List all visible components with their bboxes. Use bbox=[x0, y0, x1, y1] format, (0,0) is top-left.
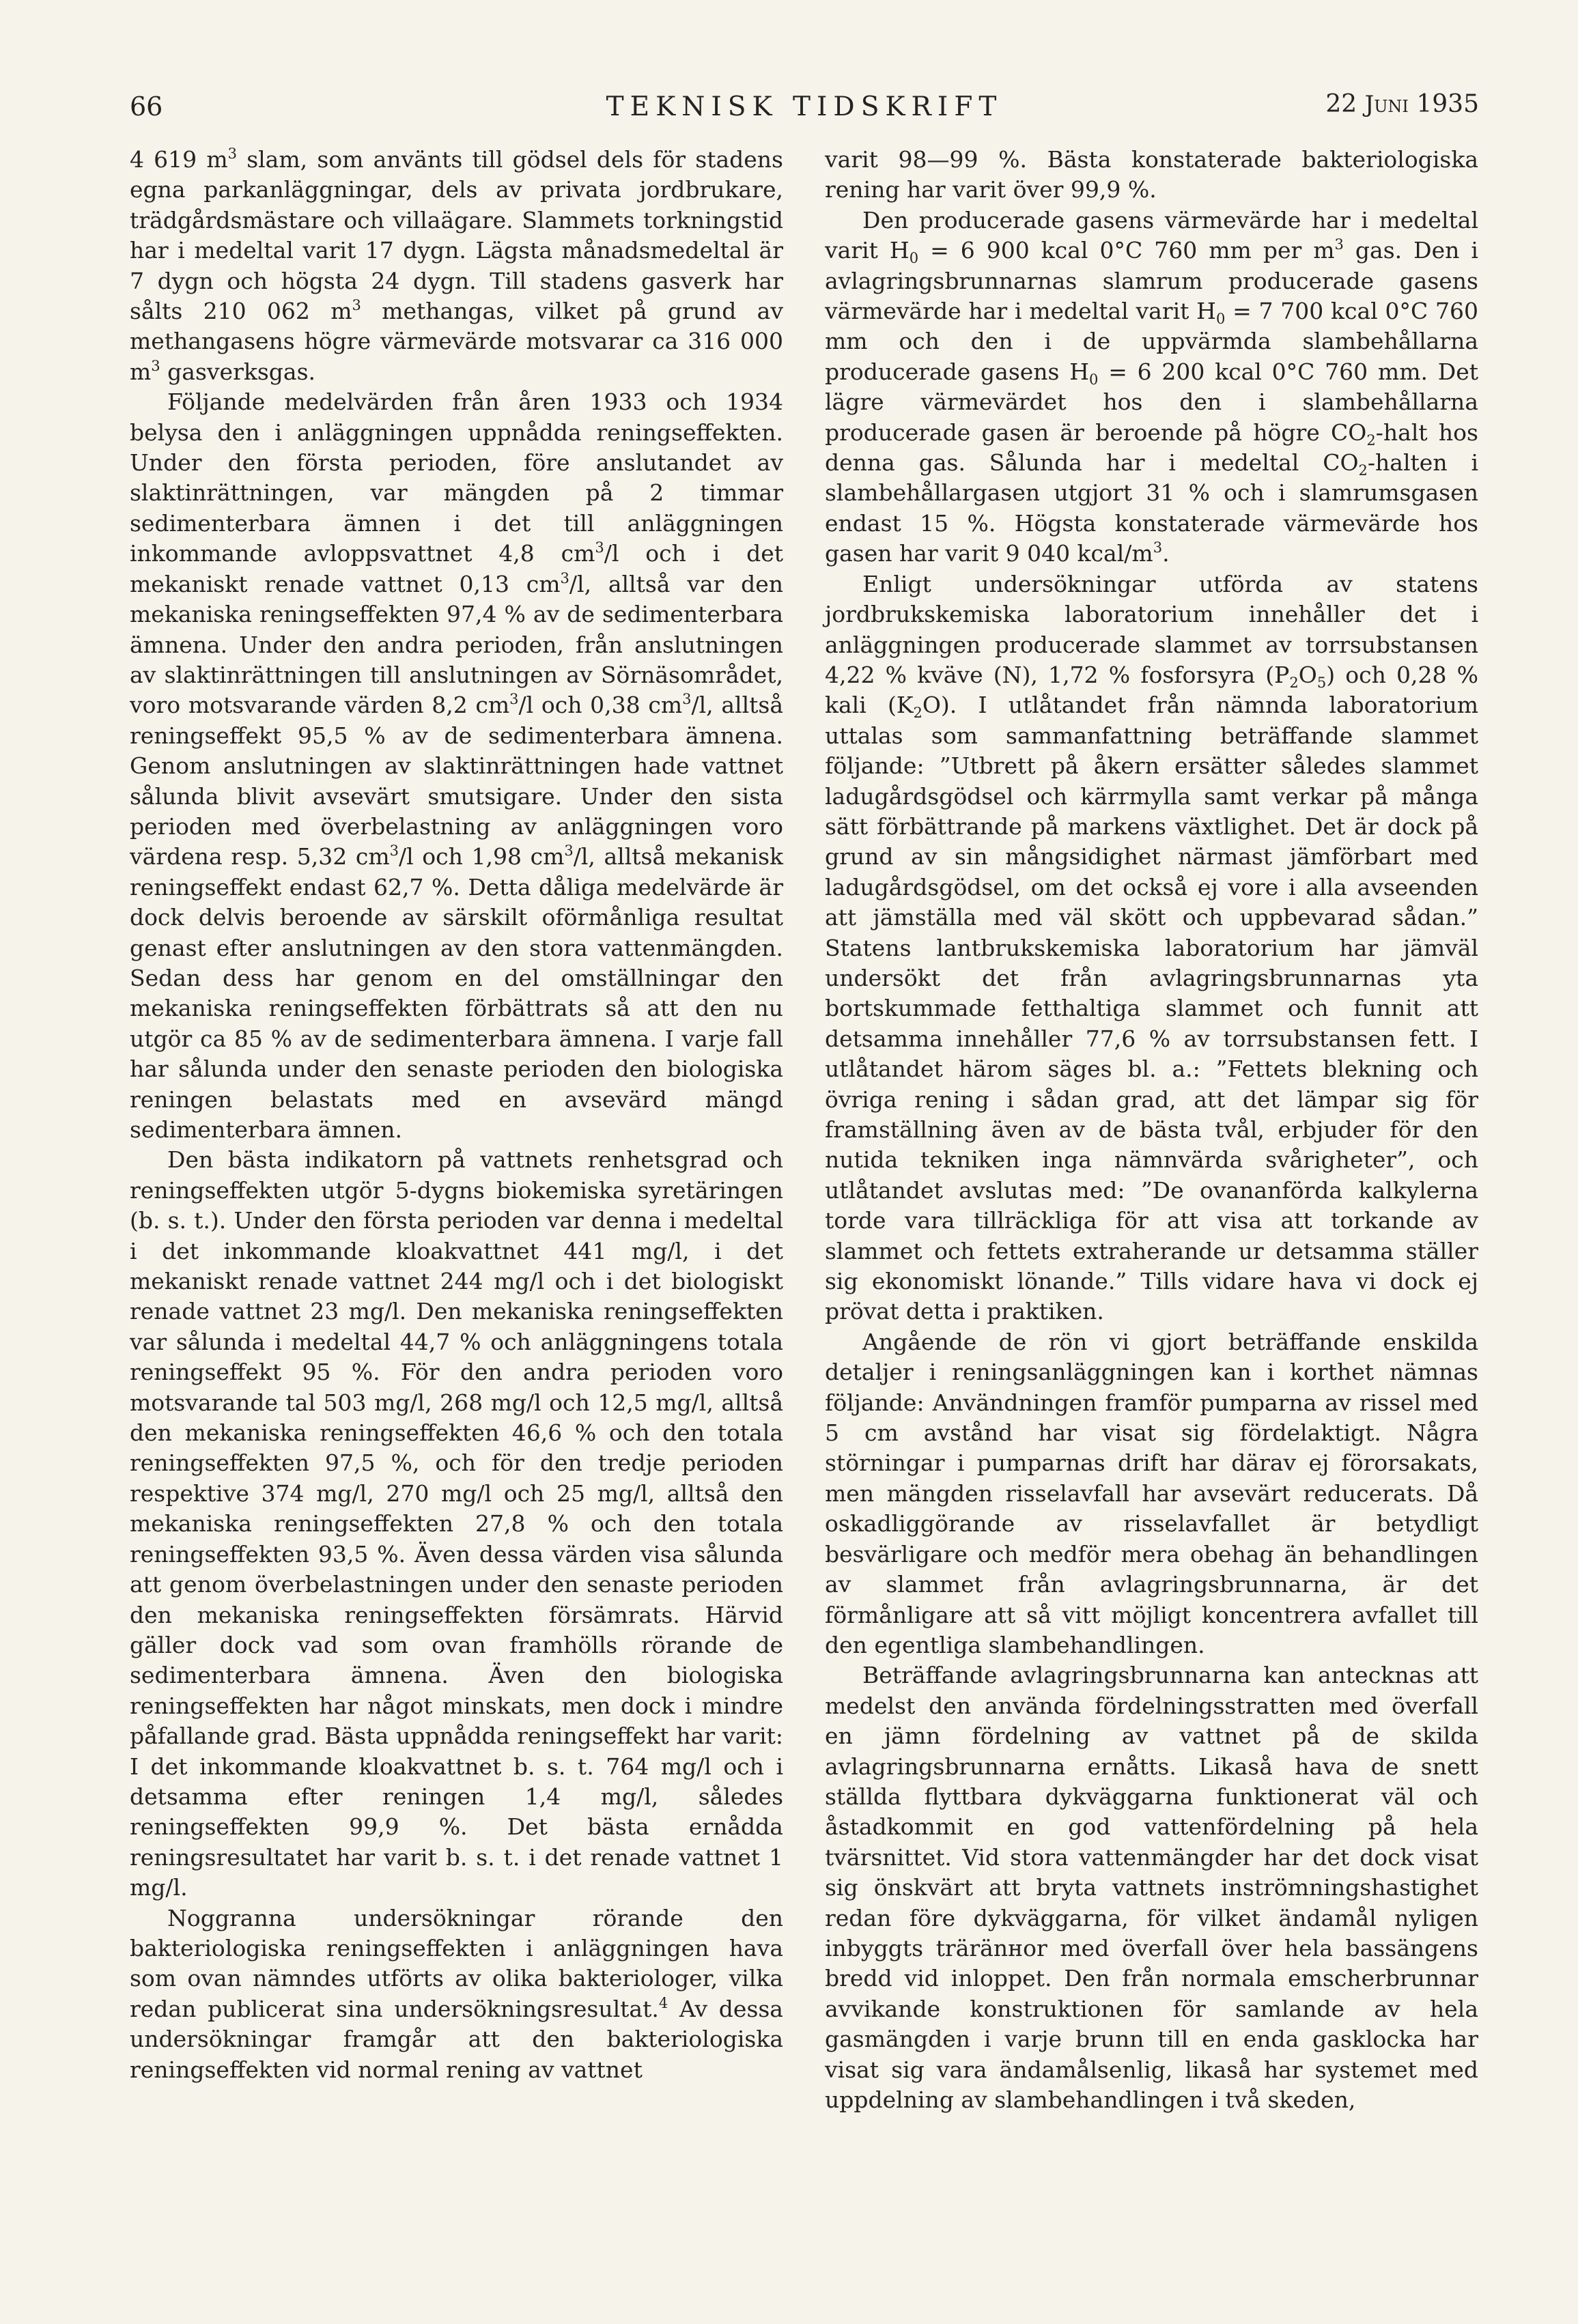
superscript: 3 bbox=[560, 569, 569, 586]
paragraph bbox=[130, 387, 783, 1145]
subscript: 2 bbox=[1366, 431, 1376, 449]
superscript: 3 bbox=[352, 297, 361, 314]
text-run: /l, alltså reningseffekt 95,5 % av de sedimenterbara ämnena. Genom anslutningen av slaktinrättningen hade vattnet sålunda blivit avsevärt smutsigare. Under den sista perioden med överbelastning av anläggningen voro värdena resp. 5,32 cm bbox=[130, 692, 783, 870]
text-run: Enligt undersökningar utförda av statens jordbrukskemiska laboratorium innehåller det i anläggningen producerade slammet av torrsubstansen 4,22 % kväve (N), 1,72 % fosforsyra (P bbox=[825, 570, 1478, 688]
subscript: 0 bbox=[1089, 371, 1099, 388]
paragraph: Angående de rön vi gjort beträffande enskilda detaljer i reningsanläggningen kan i korthet nämnas följande: Användningen framför pumparna av rissel med 5 cm avstånd har visat sig fördelaktigt. Några störningar i pumparnas drift har därav ej förorsakats, men mängden risselavfall har avsevärt reducerats. Då oskadliggörande av risselavfallet är betydligt besvärligare och medför mera obehag än behandlingen av slammet från avlagringsbrunnarna, är det förmånligare att så vitt möjligt koncentrera avfallet till den egentliga slambehandlingen. bbox=[825, 1328, 1478, 1658]
paragraph bbox=[825, 206, 1478, 569]
issue-month: Juni bbox=[1364, 91, 1409, 118]
paragraph bbox=[825, 569, 1478, 1327]
right-column bbox=[825, 145, 1478, 2115]
paragraph: Beträffande avlagringsbrunnarna kan antecknas att medelst den använda fördelningsstratten med överfall en jämn fördelning av vattnet på de skilda avlagringsbrunnarna ernåtts. Likaså hava de snett ställda flyttbara dykväggarna funktionerat väl och åstadkommit en god vattenfördelning på hela tvärsnittet. Vid stora vattenmängder har det dock visat sig önskvärt att bryta vattnets inströmningshastighet redan före dykväggarna, för vilket ändamål nyligen inbyggts träränнor med överfall över hela bassängens bredd vid inloppet. Den från normala emscherbrunnar avvikande konstruktionen för samlande av hela gasmängden i varje brunn till en enda gasklocka har visat sig vara ändamålsenlig, likaså har systemet med uppdelning av slambehandlingen i två skeden, bbox=[825, 1662, 1478, 2113]
text-run: /l och 1,98 cm bbox=[399, 843, 565, 870]
paragraph bbox=[130, 1903, 783, 2085]
text-run: gasverksgas. bbox=[160, 358, 315, 385]
text-run: -halt hos denna gas. Sålunda har i medeltal CO bbox=[825, 419, 1478, 477]
superscript: 3 bbox=[227, 145, 238, 162]
superscript: 3 bbox=[151, 357, 160, 374]
left-column bbox=[130, 145, 783, 2085]
issue-year: 1935 bbox=[1416, 90, 1479, 118]
text-run: methangas, vilket på grund av methangasens högre värmevärde motsvarar ca 316 000 m bbox=[130, 298, 783, 385]
paragraph bbox=[130, 145, 783, 387]
text-run: = 6 900 kcal 0°C 760 mm per m bbox=[918, 237, 1335, 264]
subscript: 2 bbox=[1358, 462, 1368, 479]
superscript: 3 bbox=[682, 691, 692, 708]
text-run: O). I utlåtandet från nämnda laboratorium uttalas som sammanfattning beträffande slammet följande: ”Utbrett på åkern ersätter således slammet ladugårdsgödsel och kärrmylla samt verkar på många sätt förbättrande på markens växtlighet. Det är dock på grund av sin mångsidighet närmast jämförbart med ladugårdsgödsel, om det också ej vore i alla avseenden att jämställa med väl skött och uppbevarad sådan.” Statens lantbrukskemiska laboratorium har jämväl undersökt det från avlagringsbrunnarnas yta bortskummade fetthaltiga slammet och funnit att detsamma innehåller 77,6 % av torrsubstansen fett. I utlåtandet härom säges bl. a.: ”Fettets blekning och övriga rening i sådan grad, att det lämpar sig för framställning även av de bästa tvål, erbjuder för den nutida tekniken inga nämnvärda svårigheter”, och utlåtandet avslutas med: ”De ovananförda kalkylerna torde vara tillräckliga för att visa att torkande av slammet och fettets extraherande ur detsamma ställer sig ekonomiskt lönande.” Tills vidare hava vi dock ej prövat detta i praktiken. bbox=[825, 692, 1478, 1325]
text-run: Den producerade gasens värmevärde har i medeltal varit H bbox=[825, 206, 1478, 264]
text-run: /l och i det mekaniskt renade vattnet 0,13 cm bbox=[130, 540, 783, 597]
text-run: . bbox=[1162, 540, 1170, 567]
text-run: Följande medelvärden från åren 1933 och 1934 belysa den i anläggningen uppnådda reningseffekten. Under den första perioden, före anslutandet av slaktinrättningen, var mängden på 2 timmar sedimenterbara ämnen i det till anläggningen inkommande avloppsvattnet 4,8 cm bbox=[130, 388, 783, 567]
text-run: ) och 0,28 % kali (K bbox=[825, 661, 1478, 719]
subscript: 2 bbox=[1289, 674, 1299, 691]
text-run: = 7 700 kcal 0°C 760 mm och den i de uppvärmda slambehållarna producerade gasens H bbox=[825, 298, 1478, 385]
subscript: 0 bbox=[1215, 311, 1226, 328]
text-run: Av dessa undersökningar framgår att den bakteriologiska reningseffekten vid normal rening av vattnet bbox=[130, 1995, 783, 2083]
page-number: 66 bbox=[130, 91, 163, 122]
text-run: O bbox=[1298, 661, 1317, 688]
superscript: 3 bbox=[595, 539, 604, 556]
text-run: = 6 200 kcal 0°C 760 mm. Det lägre värmevärdet hos den i slambehållarna producerade gasen är beroende på högre CO bbox=[825, 358, 1479, 446]
text-run: 4 619 m bbox=[130, 146, 228, 173]
superscript: 3 bbox=[1334, 236, 1344, 253]
superscript: 3 bbox=[389, 842, 399, 860]
text-run: slam, som använts till gödsel dels för stadens egna parkanläggningar, dels av privata jordbrukare, trädgårdsmästare och villaägare. Slammets torkningstid har i medeltal varit 17 dygn. Lägsta månadsmedeltal är 7 dygn och högsta 24 dygn. Till stadens gasverk har sålts 210 062 m bbox=[130, 146, 783, 325]
issue-day: 22 bbox=[1325, 90, 1357, 118]
superscript: 3 bbox=[1153, 539, 1163, 556]
text-run: /l och 0,38 cm bbox=[518, 692, 683, 719]
paragraph: Den bästa indikatorn på vattnets renhetsgrad och reningseffekten utgör 5-dygns biokemiska syretäringen (b. s. t.). Under den första perioden var denna i medeltal i det inkommande kloakvattnet 441 mg/l, i det mekaniskt renade vattnet 244 mg/l och i det biologiskt renade vattnet 23 mg/l. Den mekaniska reningseffekten var sålunda i medeltal 44,7 % och anläggningens totala reningseffekt 95 %. För den andra perioden voro motsvarande tal 503 mg/l, 268 mg/l och 12,5 mg/l, alltså den mekaniska reningseffekten 46,6 % och den totala reningseffekten 97,5 %, och för den tredje perioden respektive 374 mg/l, 270 mg/l och 25 mg/l, alltså den mekaniska reningseffekten 27,8 % och den totala reningseffekten 93,5 %. Även dessa värden visa sålunda att genom överbelastningen under den senaste perioden den mekaniska reningseffekten försämrats. Härvid gäller dock vad som ovan framhölls rörande de sedimenterbara ämnena. Även den biologiska reningseffekten har något minskats, men dock i mindre påfallande grad. Bästa uppnådda reningseffekt har varit: I det inkommande kloakvattnet b. s. t. 764 mg/l och i detsamma efter reningen 1,4 mg/l, således reningseffekten 99,9 %. Det bästa ernådda reningsresultatet har varit b. s. t. i det renade vattnet 1 mg/l. bbox=[130, 1146, 783, 1901]
subscript: 2 bbox=[913, 705, 922, 722]
issue-date bbox=[1325, 90, 1479, 118]
journal-title: TEKNISK TIDSKRIFT bbox=[606, 91, 1003, 122]
page-header bbox=[130, 87, 1479, 128]
superscript: 3 bbox=[564, 842, 574, 860]
text-run: /l, alltså mekanisk reningseffekt endast 62,7 %. Detta dåliga medelvärde är dock delvis beroende av särskilt oförmånliga resultat genast efter anslutningen av den stora vattenmängden. Sedan dess har genom en del omställningar den mekaniska reningseffekten förbättrats så att den nu utgör ca 85 % av de sedimenterbara ämnena. I varje fall har sålunda under den senaste perioden den biologiska reningen belastats med en avsevärd mängd sedimenterbara ämnen. bbox=[130, 843, 784, 1143]
text-run: Noggranna undersökningar rörande den bakteriologiska reningseffekten i anläggningen hava som ovan nämndes utförts av olika bakteriologer, vilka redan publicerat sina undersökningsresultat. bbox=[130, 1904, 783, 2022]
text-run: gas. Den i avlagringsbrunnarnas slamrum producerade gasens värmevärde har i medeltal varit H bbox=[825, 237, 1478, 325]
superscript: 3 bbox=[509, 691, 519, 708]
subscript: 0 bbox=[909, 250, 919, 267]
text-run: /l, alltså var den mekaniska reningseffekten 97,4 % av de sedimenterbara ämnena. Under den andra perioden, från anslutningen av slaktinrättningen till anslutningen av Sörnäsområdet, voro motsvarande värden 8,2 cm bbox=[130, 570, 783, 719]
subscript: 5 bbox=[1316, 674, 1327, 691]
text-run: -halten i slambehållargasen utgjort 31 % och i slamrumsgasen endast 15 %. Högsta konstaterade värmevärde hos gasen har varit 9 040 kcal/m bbox=[825, 449, 1478, 567]
paragraph: varit 98—99 %. Bästa konstaterade bakteriologiska rening har varit över 99,9 %. bbox=[825, 146, 1478, 203]
footnote-marker: 4 bbox=[658, 1994, 668, 2011]
